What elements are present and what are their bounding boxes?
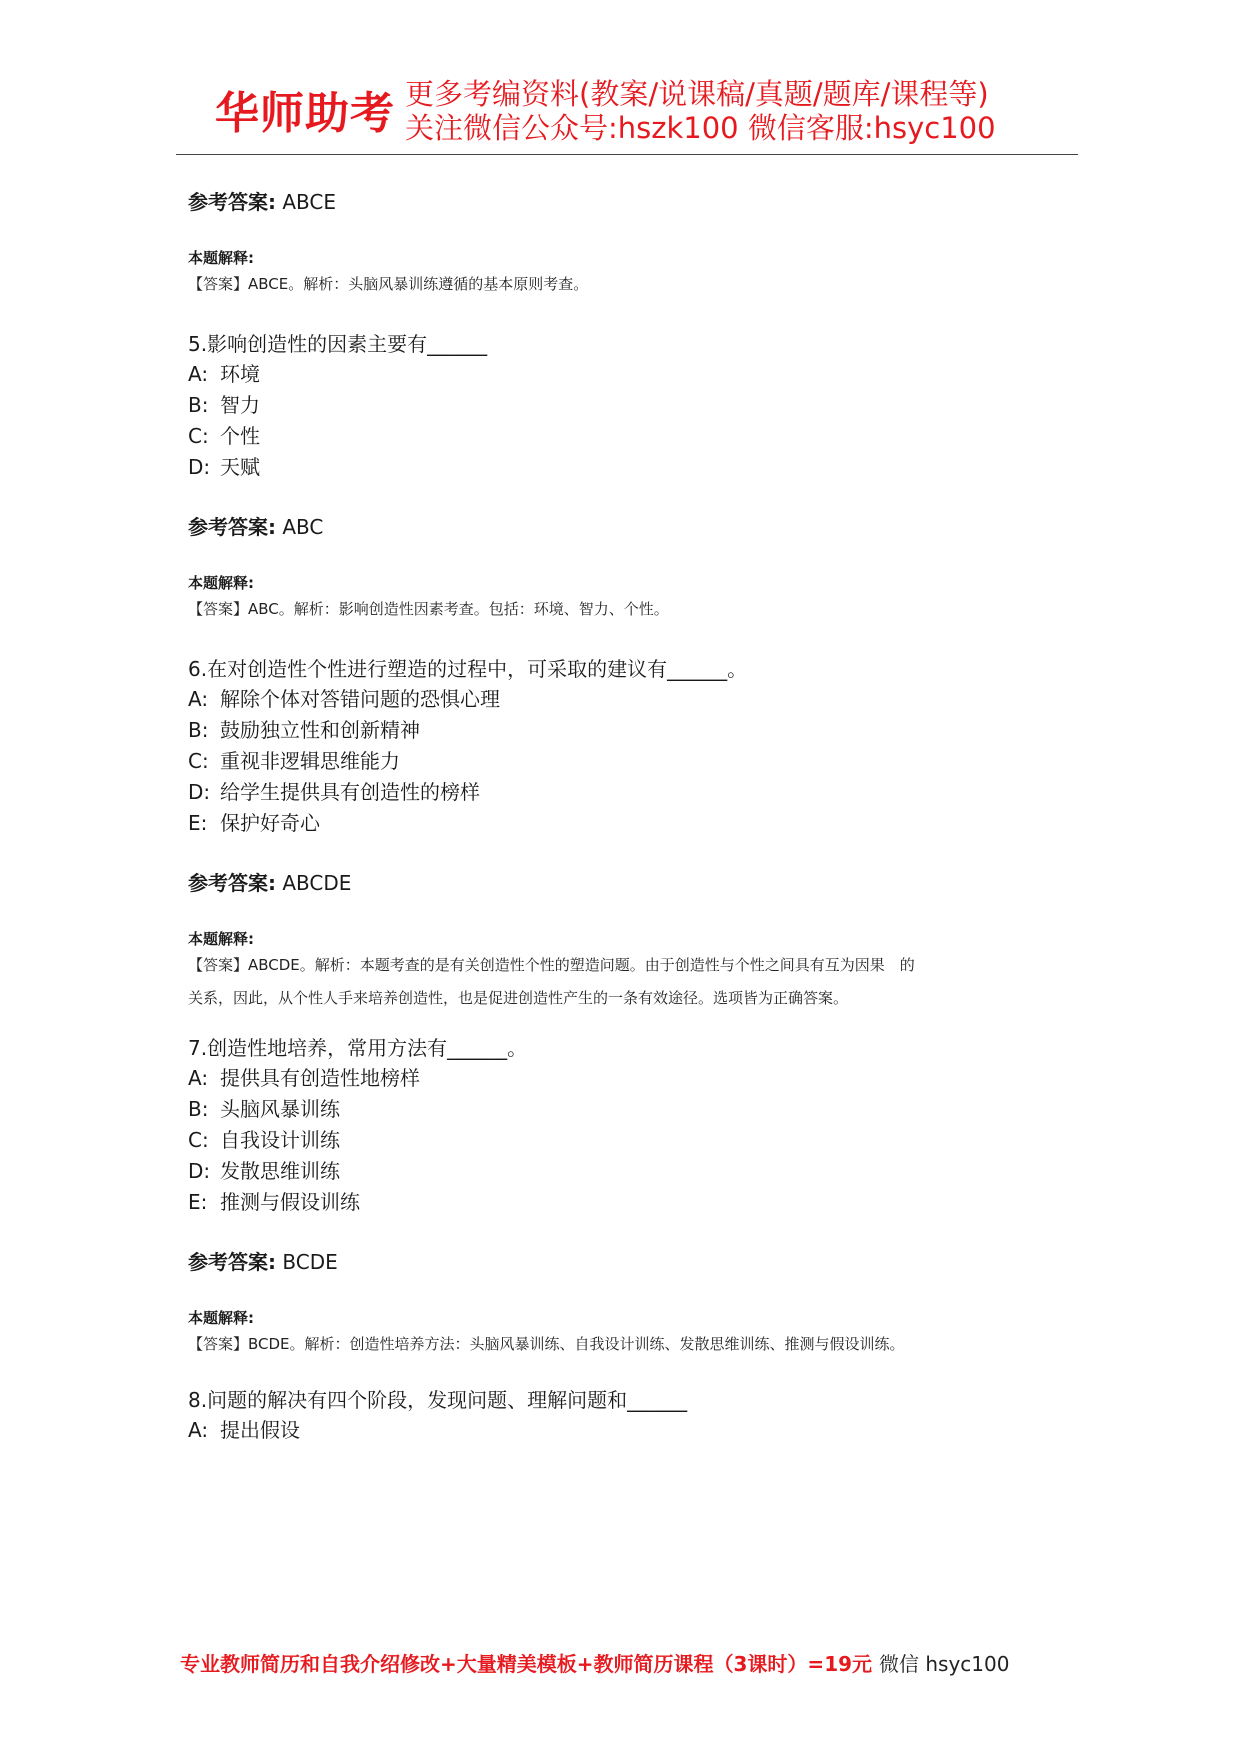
option-d: D: 给学生提供具有创造性的榜样 [188,780,480,804]
answer-line [188,1248,1058,1276]
option-a: A: 提供具有创造性地榜样 [188,1066,420,1090]
option-a: A: 解除个体对答错问题的恐惧心理 [188,687,500,711]
answer-value: ABC [282,515,324,539]
question-stem-6: 6.在对创造性个性进行塑造的过程中，可采取的建议有______。 [188,657,748,681]
footer-promo-text: 专业教师简历和自我介绍修改+大量精美模板+教师简历课程（3课时）=19元 [180,1652,873,1676]
option-e: E: 保护好奇心 [188,811,320,835]
slogan-line-1: 更多考编资料(教案/说课稿/真题/题库/课程等) [405,78,989,111]
explanation-title: 本题解释: [188,574,254,592]
question-stem-8: 8.问题的解决有四个阶段，发现问题、理解问题和______ [188,1388,688,1412]
answer-line [188,869,1058,897]
answer-label: 参考答案: [188,1250,276,1274]
footer-wechat: 微信 hsyc100 [879,1652,1010,1676]
answer-value: BCDE [282,1250,338,1274]
option-c: C: 个性 [188,424,260,448]
question-stem-7: 7.创造性地培养，常用方法有______。 [188,1036,528,1060]
explanation-text: 【答案】ABCE。解析：头脑风暴训练遵循的基本原则考查。 [188,275,589,293]
explanation-text-line-2: 关系，因此，从个性人手来培养创造性，也是促进创造性产生的一条有效途径。选项皆为正确答案。 [188,989,849,1007]
option-d: D: 天赋 [188,455,260,479]
footer-promo [180,1648,1080,1677]
header-banner [215,76,1035,148]
option-b: B: 智力 [188,393,260,417]
option-a: A: 环境 [188,362,260,386]
option-d: D: 发散思维训练 [188,1159,340,1183]
header-slogan [405,78,1045,146]
option-b: B: 头脑风暴训练 [188,1097,340,1121]
answer-value: ABCE [282,190,337,214]
explanation-text-line-1: 【答案】ABCDE。解析：本题考查的是有关创造性个性的塑造问题。由于创造性与个性之间具有互为因果 的 [188,956,915,974]
option-c: C: 自我设计训练 [188,1128,340,1152]
brand-logo: 华师助考 [215,88,395,139]
explanation-title: 本题解释: [188,930,254,948]
answer-line [188,513,1058,541]
option-b: B: 鼓励独立性和创新精神 [188,718,420,742]
option-e: E: 推测与假设训练 [188,1190,360,1214]
explanation-text: 【答案】BCDE。解析：创造性培养方法：头脑风暴训练、自我设计训练、发散思维训练、推测与假设训练。 [188,1335,905,1353]
answer-label: 参考答案: [188,515,276,539]
header-divider [176,154,1078,155]
explanation-text: 【答案】ABC。解析：影响创造性因素考查。包括：环境、智力、个性。 [188,600,669,618]
option-c: C: 重视非逻辑思维能力 [188,749,400,773]
answer-label: 参考答案: [188,190,276,214]
explanation-title: 本题解释: [188,249,254,267]
option-a: A: 提出假设 [188,1418,300,1442]
slogan-line-2: 关注微信公众号:hszk100 微信客服:hsyc100 [405,112,996,145]
answer-line [188,188,1058,216]
answer-value: ABCDE [282,871,352,895]
document-body [188,188,1058,1446]
answer-label: 参考答案: [188,871,276,895]
explanation-title: 本题解释: [188,1309,254,1327]
question-stem-5: 5.影响创造性的因素主要有______ [188,332,488,356]
